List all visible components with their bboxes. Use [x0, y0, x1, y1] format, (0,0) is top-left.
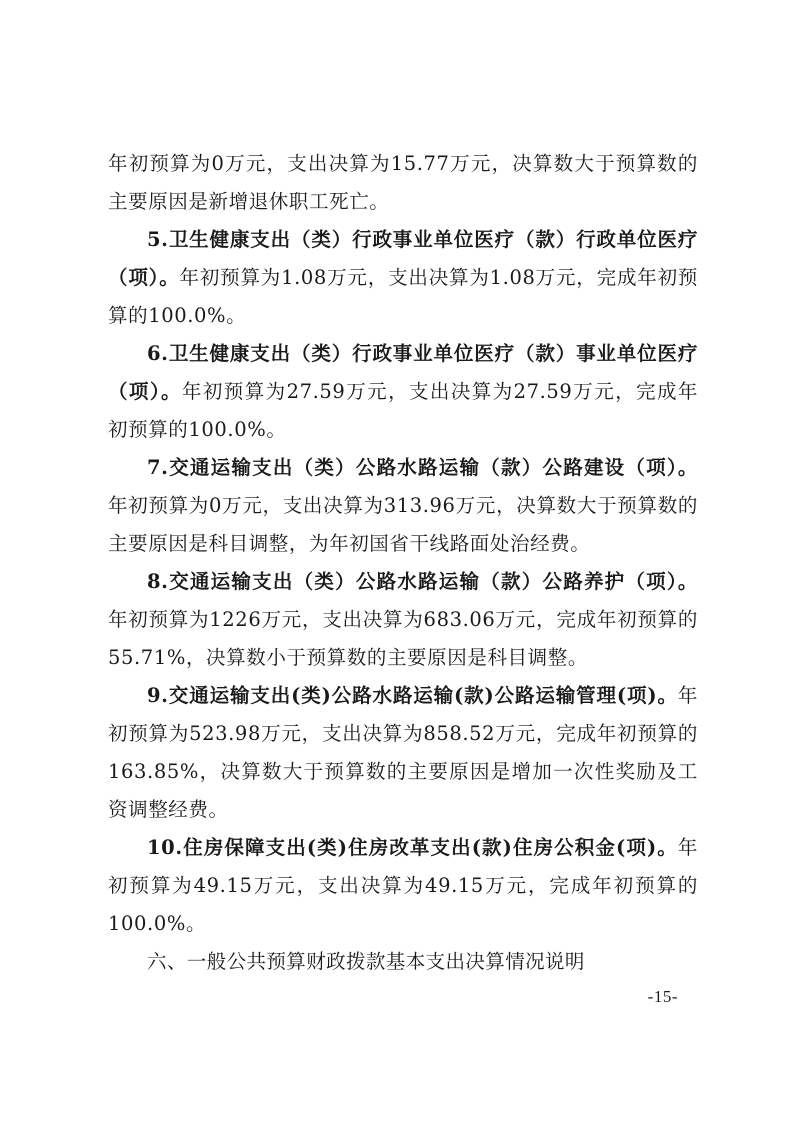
paragraph-lead: 8.交通运输支出（类）公路水路运输（款）公路养护（项）。	[147, 570, 698, 593]
paragraph-item-5	[108, 221, 698, 335]
paragraph-lead: 9.交通运输支出(类)公路水路运输(款)公路运输管理(项)。	[147, 684, 678, 707]
paragraph-text: 年初预算为27.59万元，支出决算为27.59万元，完成年初预算的100.0%。	[108, 380, 698, 441]
paragraph-continued	[108, 145, 698, 221]
paragraph-item-8	[108, 563, 698, 677]
paragraph-text: 年初预算为1226万元，支出决算为683.06万元，完成年初预算的55.71%，决算数小于预算数的主要原因是科目调整。	[108, 608, 698, 669]
paragraph-lead: 6.卫生健康支出（类）行政事业单位医疗（款）事业单位医疗（项）。	[108, 342, 698, 403]
paragraph-text: 年初预算为0万元，支出决算为15.77万元，决算数大于预算数的主要原因是新增退休职工死亡。	[108, 152, 698, 213]
document-body	[108, 145, 698, 981]
paragraph-item-10	[108, 829, 698, 943]
paragraph-item-6	[108, 335, 698, 449]
section-heading: 六、一般公共预算财政拨款基本支出决算情况说明	[147, 950, 585, 973]
paragraph-lead: 10.住房保障支出(类)住房改革支出(款)住房公积金(项)。	[147, 836, 678, 859]
paragraph-lead: 7.交通运输支出（类）公路水路运输（款）公路建设（项）。	[147, 456, 698, 479]
paragraph-text: 年初预算为0万元，支出决算为313.96万元，决算数大于预算数的主要原因是科目调整，为年初国省干线路面处治经费。	[108, 494, 698, 555]
paragraph-text: 年初预算为523.98万元，支出决算为858.52万元，完成年初预算的163.85%，决算数大于预算数的主要原因是增加一次性奖励及工资调整经费。	[108, 684, 698, 821]
paragraph-text: 年初预算为49.15万元，支出决算为49.15万元，完成年初预算的100.0%。	[108, 836, 698, 935]
paragraph-item-7	[108, 449, 698, 563]
paragraph-text: 年初预算为1.08万元，支出决算为1.08万元，完成年初预算的100.0%。	[108, 266, 698, 327]
paragraph-item-9	[108, 677, 698, 829]
paragraph-lead: 5.卫生健康支出（类）行政事业单位医疗（款）行政单位医疗（项）。	[108, 228, 698, 289]
page-number: -15-	[647, 987, 678, 1006]
